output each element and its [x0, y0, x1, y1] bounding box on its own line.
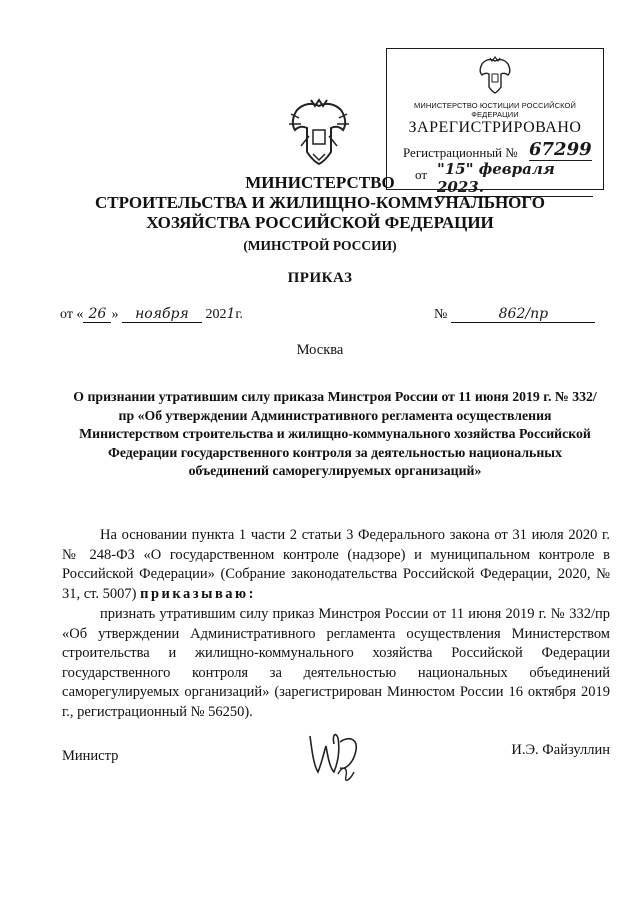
- ministry-name-line-1: МИНИСТЕРСТВО: [245, 173, 395, 192]
- signatory-name: И.Э. Файзуллин: [511, 742, 610, 758]
- city: Москва: [296, 342, 344, 358]
- preamble-text: На основании пункта 1 части 2 статьи 3 Федерального закона от 31 июля 2020 г. № 248-ФЗ «О государственном контроле (надзоре) и муниципальном контроле в Российской Федерации» (Собрание законодательства Российской Федерации, 2020, № 31, ст. 5007): [62, 527, 610, 602]
- order-directive: приказываю:: [140, 585, 256, 602]
- ministry-short-name: (МИНСТРОЙ РОССИИ): [243, 238, 397, 253]
- order-month: ноября: [122, 306, 202, 323]
- year-suffix: 1: [226, 306, 236, 322]
- order-number: [434, 306, 595, 323]
- order-date: [60, 306, 243, 323]
- document-type: ПРИКАЗ: [287, 270, 353, 286]
- date-prefix: от «: [60, 307, 84, 322]
- stamp-reg-label: Регистрационный №: [403, 145, 518, 160]
- stamp-emblem-icon: [477, 55, 513, 95]
- preamble-paragraph: [62, 526, 610, 604]
- ministry-name-line-2: СТРОИТЕЛЬСТВА И ЖИЛИЩНО-КОММУНАЛЬНОГО: [94, 193, 546, 212]
- handwritten-signature-icon: [304, 722, 368, 786]
- signatory-position: Министр: [62, 748, 119, 764]
- stamp-date-label: от: [415, 167, 428, 182]
- operative-paragraph: признать утратившим силу приказ Минстроя России от 11 июня 2019 г. № 332/пр «Об утверждении Административного регламента осуществления Министерством строительства и жилищно-коммунального хозяйства Российской Федерации государственного контроля за деятельностью национальных объединений саморегулируемых организаций» (зарегистрирован Минюстом России 16 октября 2019 г., регистрационный № 56250).: [62, 606, 610, 720]
- date-mid: »: [111, 307, 119, 322]
- year-prefix: 202: [205, 307, 227, 322]
- date-suffix: г.: [235, 307, 244, 322]
- stamp-date-value: "15" февраля 2023.: [437, 160, 593, 197]
- ministry-name-line-3: ХОЗЯЙСТВА РОССИЙСКОЙ ФЕДЕРАЦИИ: [146, 213, 494, 232]
- order-title: О признании утратившим силу приказа Минстроя России от 11 июня 2019 г. № 332/пр «Об утверждении Административного регламента осуществления Министерством строительства и жилищно-коммунального хозяйства Российской Федерации государственного контроля за деятельностью национальных объединений саморегулируемых организаций»: [73, 389, 597, 479]
- number-label: №: [434, 307, 448, 322]
- state-emblem-icon: [287, 96, 351, 166]
- stamp-registered-label: ЗАРЕГИСТРИРОВАНО: [408, 119, 582, 136]
- stamp-reg-number: 67299: [529, 139, 592, 160]
- order-number-value: 862/пр: [451, 306, 595, 323]
- stamp-ministry-name: МИНИСТЕРСТВО ЮСТИЦИИ РОССИЙСКОЙ ФЕДЕРАЦИИ: [414, 101, 576, 119]
- order-day: 26: [83, 306, 111, 323]
- registration-stamp: [386, 48, 604, 196]
